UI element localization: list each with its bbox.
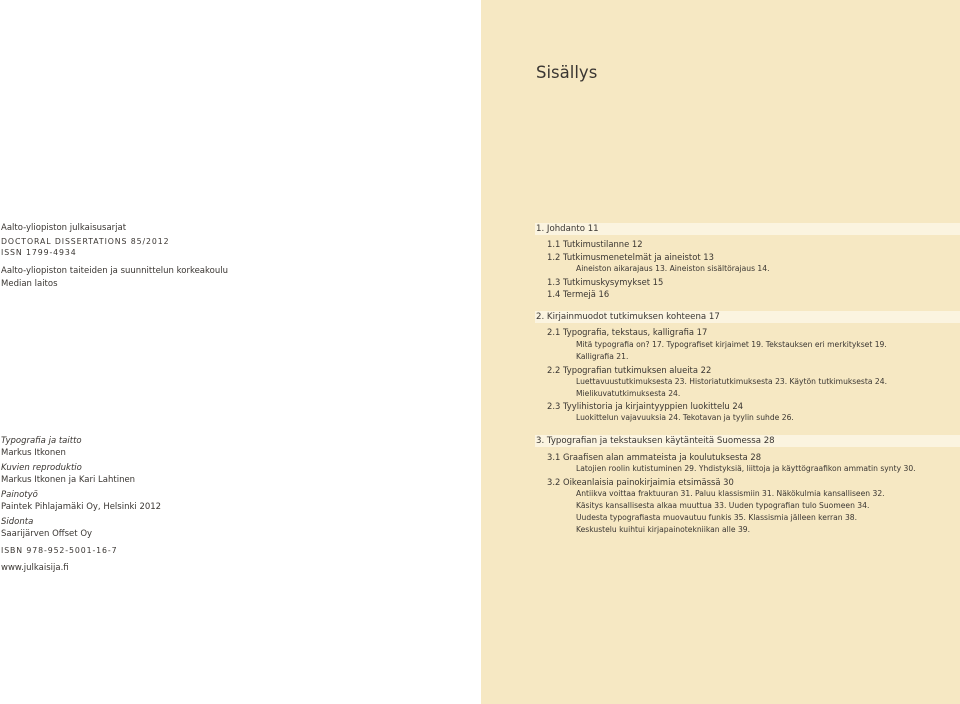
toc-subsection: Luokittelun vajavuuksia 24. Tekotavan ja tyylin suhde 26. [576, 413, 794, 422]
toc-section[interactable]: 1.4 Termejä 16 [547, 289, 610, 299]
credit-name: Markus Itkonen ja Kari Lahtinen [1, 475, 136, 485]
toc-title: Sisällys [536, 63, 598, 82]
website-link[interactable]: www.julkaisija.fi [1, 563, 69, 573]
toc-subsection: Uudesta typografiasta muovautuu funkis 35. Klassismia jälleen kerran 38. [576, 513, 858, 522]
issn: ISSN 1799-4934 [1, 248, 77, 257]
credit-role: Sidonta [1, 517, 34, 527]
department-name: Median laitos [1, 279, 58, 289]
toc-subsection: Antiikva voittaa fraktuuran 31. Paluu klassismiin 31. Näkökulmia kansalliseen 32. [576, 489, 885, 498]
toc-section[interactable]: 2.3 Tyylihistoria ja kirjaintyyppien luokittelu 24 [547, 401, 744, 411]
credit-role: Kuvien reproduktio [1, 463, 82, 473]
toc-section[interactable]: 1.1 Tutkimustilanne 12 [547, 239, 643, 249]
series-name: DOCTORAL DISSERTATIONS 85/2012 [1, 237, 170, 246]
toc-section[interactable]: 3.1 Graafisen alan ammateista ja koulutuksesta 28 [547, 452, 762, 462]
university-name: Aalto-yliopiston taiteiden ja suunnittelun korkeakoulu [1, 266, 228, 276]
toc-subsection: Mitä typografia on? 17. Typografiset kirjaimet 19. Tekstauksen eri merkitykset 19. [576, 340, 887, 349]
toc-section[interactable]: 2.1 Typografia, tekstaus, kalligrafia 17 [547, 327, 708, 337]
credit-name: Paintek Pihlajamäki Oy, Helsinki 2012 [1, 502, 162, 512]
toc-subsection: Keskustelu kuihtui kirjapainotekniikan alle 39. [576, 525, 751, 534]
toc-section[interactable]: 2.2 Typografian tutkimuksen alueita 22 [547, 365, 712, 375]
credit-name: Markus Itkonen [1, 448, 66, 458]
toc-subsection: Kalligrafia 21. [576, 352, 629, 361]
toc-subsection: Latojien roolin kutistuminen 29. Yhdistyksiä, liittoja ja käyttögraafikon ammatin synty 30. [576, 464, 916, 473]
isbn: ISBN 978-952-5001-16-7 [1, 546, 118, 555]
credit-role: Typografia ja taitto [1, 436, 82, 446]
toc-subsection: Aineiston aikarajaus 13. Aineiston sisältörajaus 14. [576, 264, 770, 273]
toc-chapter[interactable]: 3. Typografian ja tekstauksen käytänteitä Suomessa 28 [535, 435, 960, 447]
toc-section[interactable]: 1.2 Tutkimusmenetelmät ja aineistot 13 [547, 252, 714, 262]
toc-subsection: Luettavuustutkimuksesta 23. Historiatutkimuksesta 23. Käytön tutkimuksesta 24. [576, 377, 887, 386]
toc-section[interactable]: 3.2 Oikeanlaisia painokirjaimia etsimässä 30 [547, 477, 734, 487]
credit-name: Saarijärven Offset Oy [1, 529, 93, 539]
publisher-series: Aalto-yliopiston julkaisusarjat [1, 223, 127, 233]
toc-section[interactable]: 1.3 Tutkimuskysymykset 15 [547, 277, 664, 287]
toc-subsection: Käsitys kansallisesta alkaa muuttua 33. Uuden typografian tulo Suomeen 34. [576, 501, 870, 510]
toc-subsection: Mielikuvatutkimuksesta 24. [576, 389, 681, 398]
credit-role: Painotyö [1, 490, 38, 500]
toc-chapter[interactable]: 1. Johdanto 11 [535, 223, 960, 235]
toc-page [481, 0, 960, 704]
toc-chapter[interactable]: 2. Kirjainmuodot tutkimuksen kohteena 17 [535, 311, 960, 323]
